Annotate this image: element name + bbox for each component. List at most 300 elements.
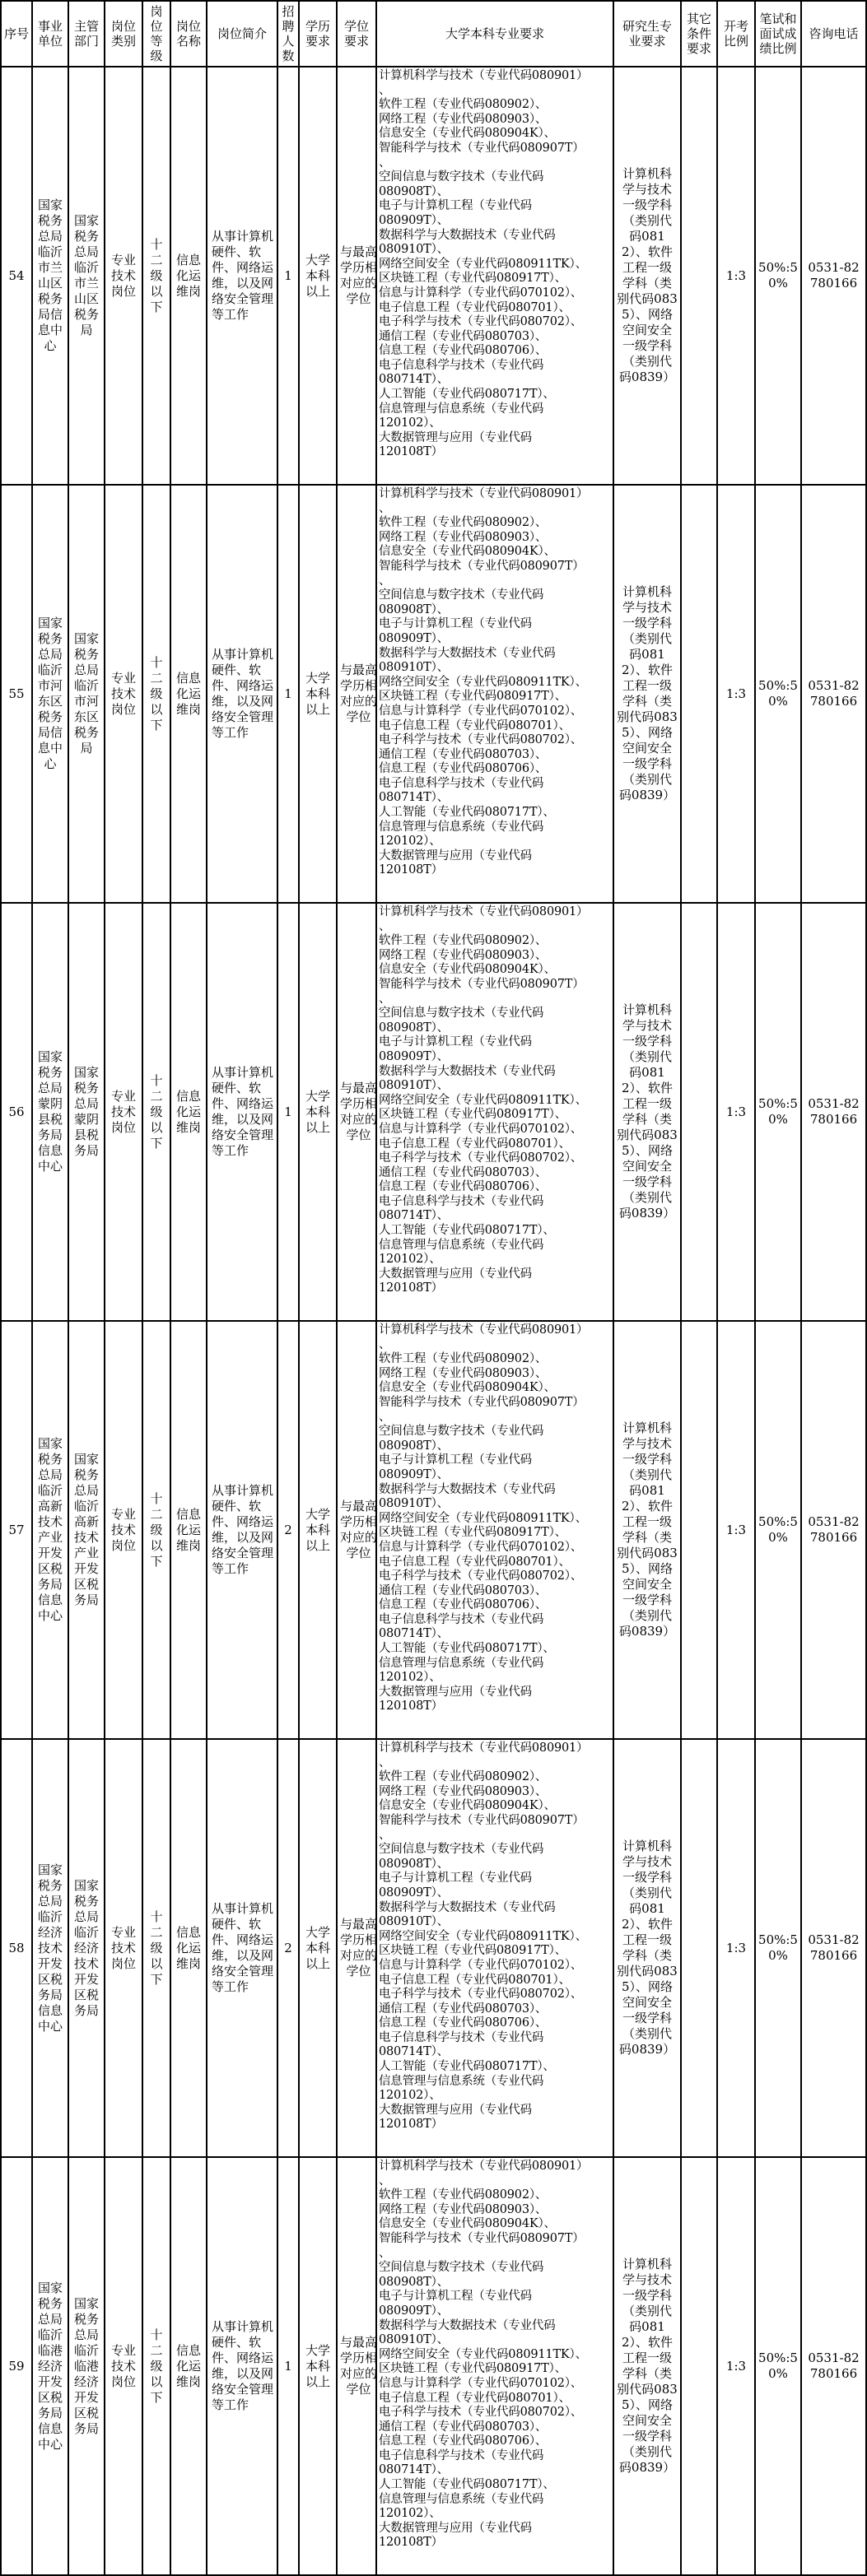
cell-category-text: 专业技术岗位 [111, 252, 137, 299]
undergrad-line: 080910T）、 [379, 2333, 449, 2347]
cell-degree-text: 与最高学历相对应的学位 [340, 663, 378, 724]
undergrad-line: 计算机科学与技术（专业代码080901） [379, 69, 589, 82]
undergrad-line: 电子信息工程（专业代码080701）、 [379, 300, 571, 314]
undergrad-line: 软件工程（专业代码080902）、 [379, 1770, 548, 1784]
undergrad-line: 电子信息科学与技术（专业代码 [379, 1612, 544, 1626]
cell-intro-text: 从事计算机硬件、软件、网络运维，以及网络安全管理等工作 [212, 1901, 274, 1994]
cell-seq [1, 1739, 32, 2157]
cell-exam [755, 2157, 801, 2575]
header-category: 岗位类别 [105, 1, 142, 67]
undergrad-line: 080908T）、 [379, 2275, 449, 2289]
undergrad-line: 人工智能（专业代码080717T）、 [379, 388, 555, 402]
undergrad-line: 信息管理与信息系统（专业代码 [379, 820, 544, 834]
undergrad-line: 电子与计算机工程（专业代码 [379, 199, 532, 213]
cell-grad [613, 485, 681, 903]
cell-count [277, 1739, 299, 2157]
undergrad-line: 电子信息工程（专业代码080701）、 [379, 718, 571, 732]
header-level: 岗位等级 [142, 1, 170, 67]
table-row [1, 485, 866, 903]
cell-category-text: 专业技术岗位 [111, 1088, 137, 1135]
cell-intro-text: 从事计算机硬件、软件、网络运维，以及网络安全管理等工作 [212, 1065, 274, 1158]
undergrad-line: 区块链工程（专业代码080917T）、 [379, 272, 566, 286]
undergrad-line: 120102）、 [379, 1253, 441, 1267]
cell-seq-text: 54 [8, 267, 25, 283]
cell-unit [32, 67, 68, 485]
undergrad-line: 电子信息科学与技术（专业代码 [379, 358, 544, 372]
cell-seq-text: 56 [8, 1104, 25, 1119]
cell-ratio-text: 1:3 [725, 1104, 747, 1119]
undergrad-line: 人工智能（专业代码080717T）、 [379, 1642, 555, 1656]
grad-text: 计算机科学与技术一级学科（类别代码0812）、软件工程一级学科（类别代码0835）、网络空间安全一级学科（类别代码0839） [617, 1839, 678, 2057]
cell-category [105, 2157, 142, 2575]
cell-degree [337, 1321, 376, 1739]
undergrad-line: 区块链工程（专业代码080917T）、 [379, 1944, 566, 1958]
undergrad-line: 信息与计算科学（专业代码070102）、 [379, 1540, 583, 1554]
cell-edu [299, 903, 337, 1321]
cell-count-text: 1 [284, 1104, 292, 1119]
cell-degree-text: 与最高学历相对应的学位 [340, 1917, 378, 1978]
cell-level [142, 1321, 170, 1739]
cell-dept [68, 1739, 105, 2157]
undergrad-line: 通信工程（专业代码080703）、 [379, 2420, 548, 2434]
cell-dept [68, 1321, 105, 1739]
cell-count [277, 1321, 299, 1739]
undergrad-line: 电子与计算机工程（专业代码 [379, 1872, 532, 1886]
undergrad-line: 电子与计算机工程（专业代码 [379, 1035, 532, 1049]
undergrad-line: 通信工程（专业代码080703）、 [379, 747, 548, 761]
undergrad-line: 数据科学与大数据技术（专业代码 [379, 1482, 556, 1496]
undergrad-line: 空间信息与数字技术（专业代码 [379, 1425, 544, 1439]
cell-ratio-text: 1:3 [725, 2358, 747, 2374]
table-row [1, 1321, 866, 1739]
cell-count [277, 485, 299, 903]
undergrad-line: 信息工程（专业代码080706）、 [379, 344, 548, 358]
undergrad-line: 080909T）、 [379, 1886, 449, 1899]
cell-unit [32, 485, 68, 903]
undergrad-line: 信息安全（专业代码080904K）、 [379, 1799, 556, 1813]
cell-level [142, 2157, 170, 2575]
undergrad-line: 电子科学与技术（专业代码080702）、 [379, 2406, 583, 2420]
undergrad-line: 、 [379, 2174, 391, 2188]
undergrad-line: 区块链工程（专业代码080917T）、 [379, 2362, 566, 2376]
cell-seq [1, 903, 32, 1321]
undergrad-line: 大数据管理与应用（专业代码 [379, 2521, 532, 2535]
undergrad-line: 电子信息科学与技术（专业代码 [379, 1194, 544, 1208]
cell-phone-text: 0531-82780166 [808, 1096, 860, 1127]
cell-undergrad [376, 67, 613, 485]
undergrad-line: 通信工程（专业代码080703）、 [379, 329, 548, 343]
cell-dept-text: 国家税务总局临沂市兰山区税务局 [74, 213, 100, 337]
cell-dept [68, 485, 105, 903]
cell-exam-text: 50%:50% [758, 1096, 798, 1127]
cell-grad [613, 1739, 681, 2157]
cell-count [277, 67, 299, 485]
cell-edu [299, 1321, 337, 1739]
cell-seq [1, 67, 32, 485]
cell-category-text: 专业技术岗位 [111, 670, 137, 717]
undergrad-line: 电子信息科学与技术（专业代码 [379, 2030, 544, 2044]
cell-other [681, 2157, 717, 2575]
header-edu: 学历要求 [299, 1, 337, 67]
cell-exam-text: 50%:50% [758, 1932, 798, 1963]
cell-dept-text: 国家税务总局临沂经济技术开发区税务局 [74, 1877, 100, 2018]
cell-ratio [717, 903, 755, 1321]
cell-level [142, 903, 170, 1321]
undergrad-line: 数据科学与大数据技术（专业代码 [379, 1064, 556, 1078]
cell-phone [801, 67, 866, 485]
undergrad-line: 信息管理与信息系统（专业代码 [379, 1238, 544, 1252]
undergrad-line: 信息与计算科学（专业代码070102）、 [379, 704, 583, 718]
undergrad-line: 区块链工程（专业代码080917T）、 [379, 1108, 566, 1122]
undergrad-line: 智能科学与技术（专业代码080907T） [379, 559, 585, 573]
undergrad-line: 080714T）、 [379, 1209, 449, 1223]
undergrad-line: 软件工程（专业代码080902）、 [379, 98, 548, 112]
header-intro: 岗位简介 [207, 1, 277, 67]
undergrad-line: 电子科学与技术（专业代码080702）、 [379, 1569, 583, 1583]
cell-name-text: 信息化运维岗 [176, 252, 202, 299]
undergrad-line: 信息管理与信息系统（专业代码 [379, 2074, 544, 2088]
undergrad-line: 计算机科学与技术（专业代码080901） [379, 1323, 589, 1337]
cell-unit-text: 国家税务总局临沂市兰山区税务局信息中心 [38, 198, 63, 353]
header-phone: 咨询电话 [801, 1, 866, 67]
undergrad-line: 120102）、 [379, 1671, 441, 1685]
cell-ratio-text: 1:3 [725, 267, 747, 283]
undergrad-line: 信息安全（专业代码080904K）、 [379, 1381, 556, 1395]
undergrad-line: 智能科学与技术（专业代码080907T） [379, 1395, 585, 1409]
undergrad-line: 计算机科学与技术（专业代码080901） [379, 487, 589, 500]
undergrad-line: 、 [379, 1410, 391, 1424]
undergrad-line: 080909T）、 [379, 2304, 449, 2318]
cell-dept [68, 903, 105, 1321]
cell-intro [207, 903, 277, 1321]
undergrad-line: 网络工程（专业代码080903）、 [379, 530, 548, 544]
cell-category [105, 67, 142, 485]
cell-phone [801, 903, 866, 1321]
undergrad-line: 大数据管理与应用（专业代码 [379, 1685, 532, 1699]
cell-level-text: 十二级以下 [150, 1490, 163, 1569]
grad-text: 计算机科学与技术一级学科（类别代码0812）、软件工程一级学科（类别代码0835）、网络空间安全一级学科（类别代码0839） [617, 2257, 678, 2475]
cell-ratio-text: 1:3 [725, 686, 747, 701]
undergrad-line: 人工智能（专业代码080717T）、 [379, 2478, 555, 2492]
undergrad-line: 120108T） [379, 863, 443, 877]
header-ratio: 开考比例 [717, 1, 755, 67]
cell-seq [1, 485, 32, 903]
cell-undergrad [376, 2157, 613, 2575]
undergrad-line: 、 [379, 1828, 391, 1842]
header-row [1, 1, 866, 67]
undergrad-line: 软件工程（专业代码080902）、 [379, 934, 548, 948]
undergrad-line: 、 [379, 2246, 391, 2260]
undergrad-line: 、 [379, 501, 391, 515]
cell-exam [755, 1321, 801, 1739]
cell-seq [1, 2157, 32, 2575]
header-name: 岗位名称 [170, 1, 207, 67]
undergrad-line: 080909T）、 [379, 631, 449, 645]
undergrad-line: 、 [379, 1755, 391, 1769]
cell-other [681, 67, 717, 485]
cell-degree [337, 903, 376, 1321]
cell-undergrad [376, 903, 613, 1321]
undergrad-line: 信息工程（专业代码080706）、 [379, 2434, 548, 2448]
cell-ratio [717, 1739, 755, 2157]
undergrad-line: 空间信息与数字技术（专业代码 [379, 1843, 544, 1857]
cell-phone [801, 1739, 866, 2157]
undergrad-line: 电子信息科学与技术（专业代码 [379, 2448, 544, 2462]
undergrad-line: 软件工程（专业代码080902）、 [379, 2188, 548, 2202]
undergrad-line: 信息与计算科学（专业代码070102）、 [379, 286, 583, 300]
cell-name-text: 信息化运维岗 [176, 2342, 202, 2389]
cell-grad [613, 2157, 681, 2575]
undergrad-line: 人工智能（专业代码080717T）、 [379, 1224, 555, 1238]
cell-undergrad [376, 1321, 613, 1739]
cell-category-text: 专业技术岗位 [111, 2342, 137, 2389]
undergrad-line: 120102）、 [379, 416, 441, 430]
cell-level [142, 485, 170, 903]
undergrad-line: 通信工程（专业代码080703）、 [379, 1165, 548, 1179]
table-row [1, 67, 866, 485]
cell-intro [207, 1321, 277, 1739]
undergrad-line: 080909T）、 [379, 1049, 449, 1063]
undergrad-line: 080910T）、 [379, 243, 449, 257]
undergrad-line: 080714T）、 [379, 2045, 449, 2059]
undergrad-line: 、 [379, 156, 391, 170]
cell-edu-text: 大学本科以上 [305, 252, 331, 299]
cell-phone-text: 0531-82780166 [808, 260, 860, 291]
cell-count-text: 2 [284, 1940, 292, 1955]
header-count: 招聘人数 [277, 1, 299, 67]
undergrad-line: 空间信息与数字技术（专业代码 [379, 2261, 544, 2275]
cell-dept [68, 67, 105, 485]
cell-seq-text: 59 [8, 2358, 25, 2374]
cell-edu-text: 大学本科以上 [305, 1924, 331, 1971]
grad-text: 计算机科学与技术一级学科（类别代码0812）、软件工程一级学科（类别代码0835）、网络空间安全一级学科（类别代码0839） [617, 584, 678, 802]
undergrad-line: 信息工程（专业代码080706）、 [379, 1598, 548, 1612]
cell-exam [755, 903, 801, 1321]
cell-dept [68, 2157, 105, 2575]
cell-exam-text: 50%:50% [758, 2350, 798, 2381]
cell-unit [32, 1739, 68, 2157]
undergrad-line: 大数据管理与应用（专业代码 [379, 430, 532, 444]
grad-text: 计算机科学与技术一级学科（类别代码0812）、软件工程一级学科（类别代码0835）、网络空间安全一级学科（类别代码0839） [617, 1421, 678, 1639]
cell-intro [207, 485, 277, 903]
undergrad-line: 网络空间安全（专业代码080911TK）、 [379, 675, 587, 689]
undergrad-line: 电子信息科学与技术（专业代码 [379, 776, 544, 790]
undergrad-line: 电子科学与技术（专业代码080702）、 [379, 733, 583, 747]
undergrad-line: 120108T） [379, 2118, 443, 2132]
undergrad-line: 信息管理与信息系统（专业代码 [379, 2492, 544, 2506]
cell-count-text: 1 [284, 686, 292, 701]
undergrad-line: 计算机科学与技术（专业代码080901） [379, 905, 589, 918]
cell-phone-text: 0531-82780166 [808, 2350, 860, 2381]
cell-seq [1, 1321, 32, 1739]
undergrad-line: 通信工程（专业代码080703）、 [379, 2002, 548, 2016]
cell-unit-text: 国家税务总局蒙阴县税务局信息中心 [38, 1049, 63, 1174]
cell-ratio-text: 1:3 [725, 1940, 747, 1955]
undergrad-line: 、 [379, 83, 391, 97]
undergrad-line: 电子信息工程（专业代码080701）、 [379, 2391, 571, 2405]
undergrad-line: 120108T） [379, 1700, 443, 1713]
undergrad-line: 120108T） [379, 1281, 443, 1295]
undergrad-line: 080714T）、 [379, 373, 449, 387]
cell-category [105, 1321, 142, 1739]
undergrad-line: 网络工程（专业代码080903）、 [379, 948, 548, 962]
undergrad-line: 信息管理与信息系统（专业代码 [379, 1656, 544, 1670]
cell-ratio [717, 1321, 755, 1739]
cell-unit [32, 1321, 68, 1739]
undergrad-line: 080910T）、 [379, 1497, 449, 1511]
header-dept: 主管部门 [68, 1, 105, 67]
undergrad-line: 空间信息与数字技术（专业代码 [379, 170, 544, 184]
header-other: 其它条件要求 [681, 1, 717, 67]
cell-degree [337, 485, 376, 903]
cell-degree [337, 2157, 376, 2575]
undergrad-line: 120102）、 [379, 2089, 441, 2103]
cell-grad [613, 903, 681, 1321]
undergrad-line: 网络空间安全（专业代码080911TK）、 [379, 1929, 587, 1943]
undergrad-line: 网络工程（专业代码080903）、 [379, 112, 548, 126]
undergrad-line: 电子信息工程（专业代码080701）、 [379, 1555, 571, 1569]
cell-level-text: 十二级以下 [150, 1072, 163, 1151]
undergrad-line: 软件工程（专业代码080902）、 [379, 516, 548, 530]
header-unit: 事业单位 [32, 1, 68, 67]
cell-phone [801, 1321, 866, 1739]
cell-phone [801, 485, 866, 903]
undergrad-line: 080908T）、 [379, 1857, 449, 1871]
undergrad-line: 信息安全（专业代码080904K）、 [379, 963, 556, 977]
cell-grad [613, 1321, 681, 1739]
cell-name-text: 信息化运维岗 [176, 1506, 202, 1553]
undergrad-line: 数据科学与大数据技术（专业代码 [379, 2318, 556, 2332]
undergrad-line: 信息工程（专业代码080706）、 [379, 762, 548, 776]
undergrad-line: 电子科学与技术（专业代码080702）、 [379, 1988, 583, 2002]
cell-dept-text: 国家税务总局临沂高新技术产业开发区税务局 [74, 1452, 100, 1607]
cell-undergrad [376, 485, 613, 903]
undergrad-line: 信息与计算科学（专业代码070102）、 [379, 2376, 583, 2390]
cell-phone-text: 0531-82780166 [808, 678, 860, 709]
cell-edu-text: 大学本科以上 [305, 670, 331, 717]
undergrad-line: 、 [379, 992, 391, 1006]
cell-dept-text: 国家税务总局临沂市河东区税务局 [74, 631, 100, 756]
undergrad-line: 电子与计算机工程（专业代码 [379, 1453, 532, 1467]
cell-unit-text: 国家税务总局临沂经济技术开发区税务局信息中心 [38, 1862, 63, 2034]
grad-text: 计算机科学与技术一级学科（类别代码0812）、软件工程一级学科（类别代码0835）、网络空间安全一级学科（类别代码0839） [617, 1002, 678, 1221]
cell-unit-text: 国家税务总局临沂市河东区税务局信息中心 [38, 616, 63, 771]
cell-intro-text: 从事计算机硬件、软件、网络运维，以及网络安全管理等工作 [212, 229, 274, 322]
undergrad-line: 信息工程（专业代码080706）、 [379, 1180, 548, 1194]
undergrad-line: 信息与计算科学（专业代码070102）、 [379, 1958, 583, 1972]
table-row [1, 903, 866, 1321]
undergrad-line: 网络空间安全（专业代码080911TK）、 [379, 2347, 587, 2361]
undergrad-line: 网络空间安全（专业代码080911TK）、 [379, 1511, 587, 1525]
undergrad-line: 网络工程（专业代码080903）、 [379, 1784, 548, 1798]
undergrad-line: 数据科学与大数据技术（专业代码 [379, 646, 556, 660]
undergrad-line: 080909T）、 [379, 1467, 449, 1481]
cell-exam [755, 67, 801, 485]
undergrad-line: 智能科学与技术（专业代码080907T） [379, 1813, 585, 1827]
cell-seq-text: 55 [8, 686, 25, 701]
cell-edu [299, 485, 337, 903]
undergrad-line: 、 [379, 1337, 391, 1351]
cell-level [142, 1739, 170, 2157]
undergrad-line: 信息工程（专业代码080706）、 [379, 2016, 548, 2030]
cell-exam [755, 1739, 801, 2157]
cell-count-text: 1 [284, 2358, 292, 2374]
undergrad-line: 通信工程（专业代码080703）、 [379, 1583, 548, 1597]
cell-category-text: 专业技术岗位 [111, 1924, 137, 1971]
undergrad-line: 大数据管理与应用（专业代码 [379, 2103, 532, 2117]
cell-count-text: 2 [284, 1522, 292, 1537]
undergrad-line: 080909T）、 [379, 213, 449, 227]
cell-intro [207, 2157, 277, 2575]
undergrad-line: 软件工程（专业代码080902）、 [379, 1352, 548, 1366]
undergrad-line: 数据科学与大数据技术（专业代码 [379, 228, 556, 242]
cell-other [681, 485, 717, 903]
cell-intro-text: 从事计算机硬件、软件、网络运维，以及网络安全管理等工作 [212, 1483, 274, 1576]
undergrad-line: 120108T） [379, 445, 443, 459]
table-row [1, 1739, 866, 2157]
cell-edu-text: 大学本科以上 [305, 1088, 331, 1135]
cell-edu [299, 67, 337, 485]
grad-text: 计算机科学与技术一级学科（类别代码0812）、软件工程一级学科（类别代码0835）、网络空间安全一级学科（类别代码0839） [617, 166, 678, 384]
undergrad-line: 电子与计算机工程（专业代码 [379, 2290, 532, 2304]
cell-ratio-text: 1:3 [725, 1522, 747, 1537]
cell-unit [32, 2157, 68, 2575]
undergrad-line: 120108T） [379, 2536, 443, 2550]
undergrad-line: 人工智能（专业代码080717T）、 [379, 806, 555, 820]
undergrad-line: 网络空间安全（专业代码080911TK）、 [379, 1093, 587, 1107]
cell-grad [613, 67, 681, 485]
undergrad-line: 智能科学与技术（专业代码080907T） [379, 141, 585, 155]
header-exam: 笔试和面试成绩比例 [755, 1, 801, 67]
undergrad-line: 信息管理与信息系统（专业代码 [379, 402, 544, 416]
cell-category-text: 专业技术岗位 [111, 1506, 137, 1553]
cell-degree-text: 与最高学历相对应的学位 [340, 1499, 378, 1560]
cell-name-text: 信息化运维岗 [176, 670, 202, 717]
cell-ratio [717, 2157, 755, 2575]
undergrad-line: 080910T）、 [379, 661, 449, 675]
undergrad-line: 电子信息工程（专业代码080701）、 [379, 1137, 571, 1151]
cell-edu-text: 大学本科以上 [305, 1506, 331, 1553]
undergrad-line: 080714T）、 [379, 791, 449, 805]
header-undergrad: 大学本科专业要求 [376, 1, 613, 67]
undergrad-line: 080908T）、 [379, 184, 449, 198]
undergrad-line: 080714T）、 [379, 1627, 449, 1641]
cell-exam [755, 485, 801, 903]
cell-intro [207, 67, 277, 485]
cell-name [170, 485, 207, 903]
undergrad-line: 080910T）、 [379, 1915, 449, 1929]
cell-intro-text: 从事计算机硬件、软件、网络运维，以及网络安全管理等工作 [212, 647, 274, 740]
table-body [1, 67, 866, 2575]
cell-count [277, 2157, 299, 2575]
cell-level-text: 十二级以下 [150, 654, 163, 732]
undergrad-line: 智能科学与技术（专业代码080907T） [379, 2231, 585, 2245]
cell-unit [32, 903, 68, 1321]
cell-category [105, 903, 142, 1321]
cell-exam-text: 50%:50% [758, 1514, 798, 1545]
undergrad-line: 计算机科学与技术（专业代码080901） [379, 2160, 589, 2173]
undergrad-line: 080714T）、 [379, 2463, 449, 2477]
cell-name-text: 信息化运维岗 [176, 1924, 202, 1971]
undergrad-line: 080910T）、 [379, 1079, 449, 1093]
cell-name [170, 2157, 207, 2575]
cell-seq-text: 57 [8, 1522, 25, 1537]
cell-edu-text: 大学本科以上 [305, 2342, 331, 2389]
cell-category [105, 485, 142, 903]
cell-unit-text: 国家税务总局临沂临港经济开发区税务局信息中心 [38, 2280, 63, 2452]
cell-intro-text: 从事计算机硬件、软件、网络运维，以及网络安全管理等工作 [212, 2319, 274, 2412]
undergrad-line: 智能科学与技术（专业代码080907T） [379, 977, 585, 991]
